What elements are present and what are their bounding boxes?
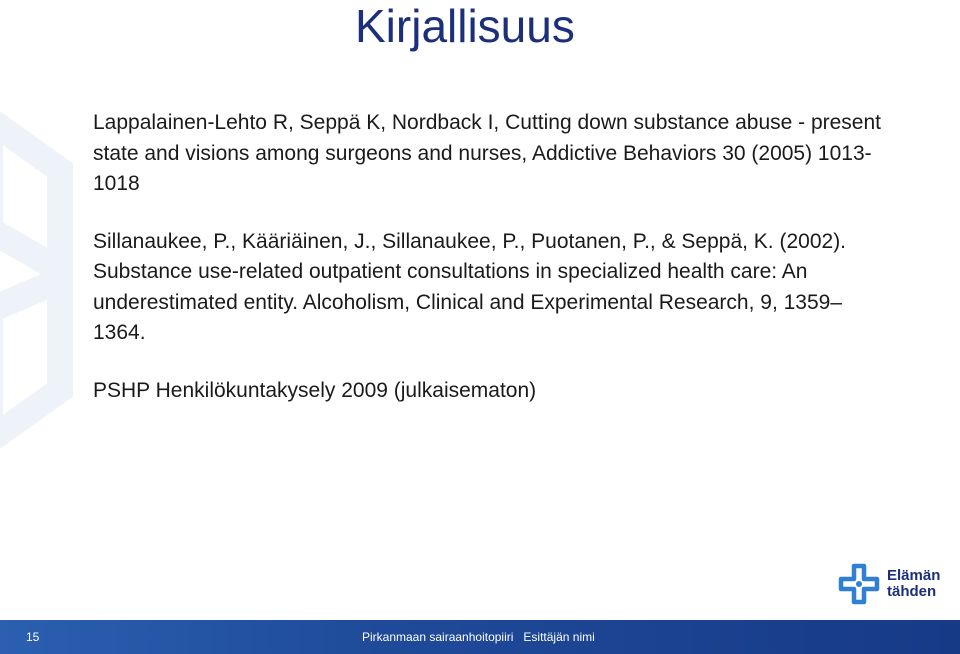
watermark-cross-icon bbox=[0, 110, 100, 470]
reference-item: Sillanaukee, P., Kääriäinen, J., Sillanaukee, P., Puotanen, P., & Seppä, K. (2002). Substance use-related outpatient consultations in specialized health care: An underestimated entity. Alcoholism, Clinical and Experimental Research, 9, 1359–1364. bbox=[93, 229, 847, 344]
logo-line-2: tähden bbox=[887, 583, 937, 600]
logo-line-1: Elämän bbox=[887, 567, 941, 584]
page-number: 15 bbox=[26, 630, 40, 644]
star-cross-logo-icon bbox=[837, 562, 881, 606]
logo-text bbox=[887, 568, 940, 600]
reference-item: PSHP Henkilökuntakysely 2009 (julkaisematon) bbox=[93, 378, 537, 402]
footer-organization: Pirkanmaan sairaanhoitopiiri Esittäjän nimi bbox=[362, 630, 595, 644]
reference-item: Lappalainen-Lehto R, Seppä K, Nordback I, Cutting down substance abuse - present state and visions among surgeons and nurses, Addictive Behaviors 30 (2005) 1013-1018 bbox=[93, 111, 882, 195]
slide-title: Kirjallisuus bbox=[355, 0, 575, 52]
footer-bar bbox=[0, 620, 960, 654]
reference-list bbox=[93, 108, 893, 406]
elaman-tahden-logo bbox=[837, 562, 940, 606]
